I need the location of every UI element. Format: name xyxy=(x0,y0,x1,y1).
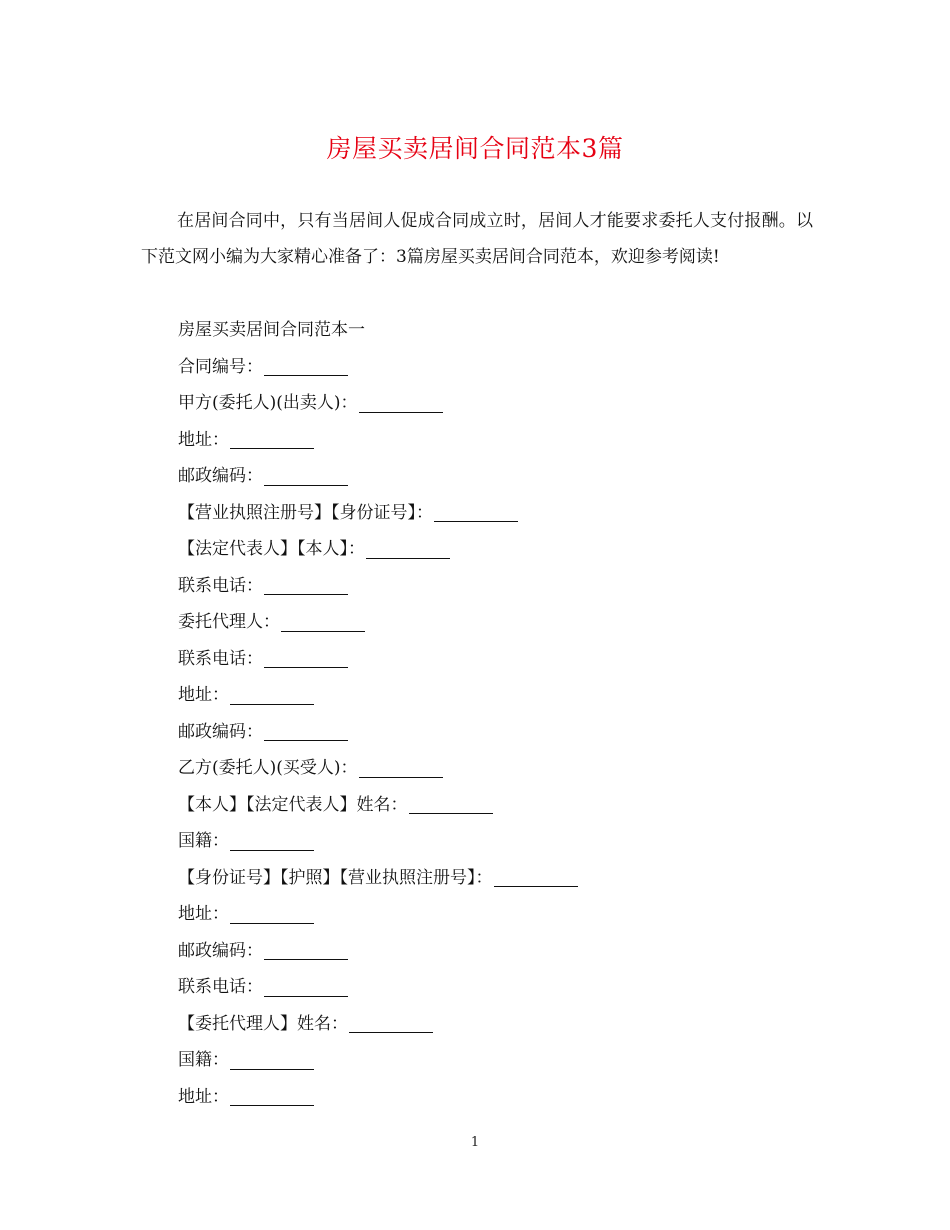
legal-rep-field xyxy=(178,531,578,568)
field-label: 邮政编码： xyxy=(178,940,263,961)
field-label: 乙方(委托人)(买受人)： xyxy=(178,758,358,778)
fill-in-blank xyxy=(264,958,348,960)
phone-field xyxy=(178,641,578,678)
nationality-field xyxy=(178,823,578,860)
fill-in-blank xyxy=(230,1068,314,1070)
field-label: 【委托代理人】姓名： xyxy=(178,1013,348,1034)
address-field xyxy=(178,896,578,933)
fill-in-blank xyxy=(434,520,518,522)
nationality-field xyxy=(178,1042,578,1079)
field-label: 邮政编码： xyxy=(178,721,263,742)
field-label: 委托代理人： xyxy=(178,612,280,632)
field-label: 国籍： xyxy=(178,1050,229,1070)
field-label: 地址： xyxy=(178,685,229,705)
fill-in-blank xyxy=(230,849,314,851)
phone-field xyxy=(178,969,578,1006)
id-passport-field xyxy=(178,860,578,897)
field-label: 联系电话： xyxy=(178,977,263,997)
address-field xyxy=(178,1079,578,1116)
field-label: 【营业执照注册号】【身份证号】： xyxy=(178,502,433,523)
name-field xyxy=(178,787,578,824)
fill-in-blank xyxy=(264,666,348,668)
fill-in-blank xyxy=(359,411,443,413)
license-id-field xyxy=(178,495,578,532)
field-label: 甲方(委托人)(出卖人)： xyxy=(178,393,358,413)
fill-in-blank xyxy=(349,1031,433,1033)
fill-in-blank xyxy=(230,447,314,449)
field-label: 邮政编码： xyxy=(178,466,263,486)
field-label: 联系电话： xyxy=(178,575,263,596)
phone-field xyxy=(178,568,578,605)
address-field xyxy=(178,422,578,459)
fill-in-blank xyxy=(281,630,365,632)
field-label: 联系电话： xyxy=(178,648,263,669)
postal-code-field xyxy=(178,714,578,751)
fill-in-blank xyxy=(359,776,443,778)
fill-in-blank xyxy=(494,885,578,887)
fill-in-blank xyxy=(264,739,348,741)
document-title: 房屋买卖居间合同范本3篇 xyxy=(326,134,624,163)
page-number: 1 xyxy=(470,1135,480,1150)
postal-code-field xyxy=(178,458,578,495)
address-field xyxy=(178,677,578,714)
agent-field xyxy=(178,604,578,641)
agent-name-field xyxy=(178,1006,578,1043)
field-label: 【本人】【法定代表人】姓名： xyxy=(178,794,408,815)
field-label: 地址： xyxy=(178,904,229,924)
contract-field-list xyxy=(178,312,578,1115)
fill-in-blank xyxy=(230,1104,314,1106)
fill-in-blank xyxy=(264,593,348,595)
postal-code-field xyxy=(178,933,578,970)
contract-number-field xyxy=(178,349,578,386)
party-b-field xyxy=(178,750,578,787)
fill-in-blank xyxy=(409,812,493,814)
fill-in-blank xyxy=(264,484,348,486)
fill-in-blank xyxy=(366,557,450,559)
field-label: 地址： xyxy=(178,1086,229,1107)
field-label: 地址： xyxy=(178,429,229,450)
field-label: 【身份证号】【护照】【营业执照注册号】： xyxy=(178,867,493,888)
field-label: 房屋买卖居间合同范本一 xyxy=(178,320,365,340)
field-label: 合同编号： xyxy=(178,356,263,377)
fill-in-blank xyxy=(230,703,314,705)
fill-in-blank xyxy=(230,922,314,924)
field-label: 国籍： xyxy=(178,831,229,851)
party-a-field xyxy=(178,385,578,422)
field-label: 【法定代表人】【本人】： xyxy=(178,539,365,559)
fill-in-blank xyxy=(264,374,348,376)
intro-paragraph: 在居间合同中，只有当居间人促成合同成立时，居间人才能要求委托人支付报酬。以下范文网小编为大家精心准备了：3篇房屋买卖居间合同范本，欢迎参考阅读! xyxy=(141,211,813,267)
fill-in-blank xyxy=(264,995,348,997)
section-heading xyxy=(178,312,578,349)
